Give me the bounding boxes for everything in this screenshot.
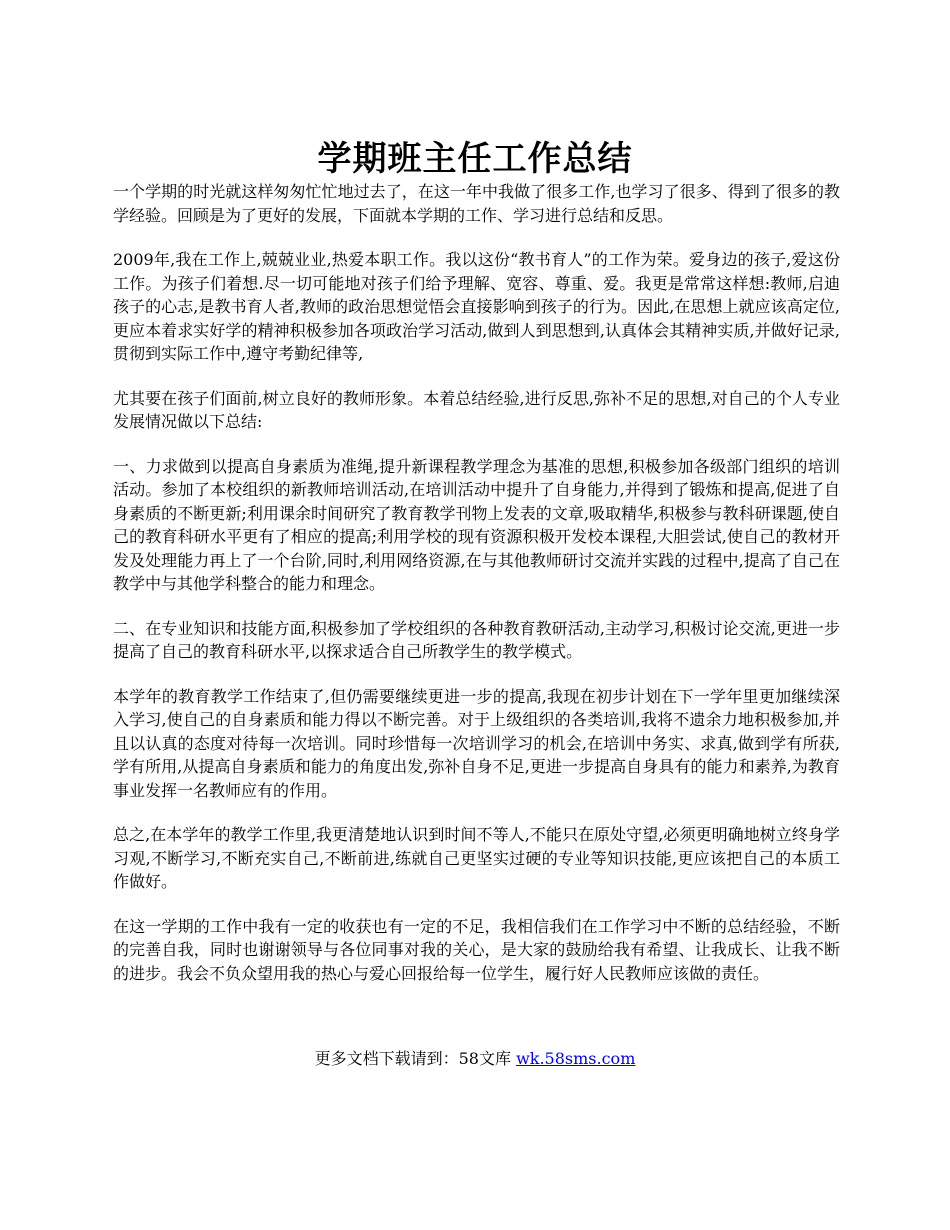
paragraph-intro: 一个学期的时光就这样匆匆忙忙地过去了，在这一年中我做了很多工作,也学习了很多、得到了很多的教学经验。回顾是为了更好的发展，下面就本学期的工作、学习进行总结和反思。 (113, 182, 840, 225)
footer-text: 更多文档下载请到：58文库 (314, 1049, 517, 1068)
footer (0, 1047, 950, 1071)
paragraph-closing: 在这一学期的工作中我有一定的收获也有一定的不足，我相信我们在工作学习中不断的总结经验，不断的完善自我，同时也谢谢领导与各位同事对我的关心，是大家的鼓励给我有希望、让我成长、让我不断的进步。我会不负众望用我的热心与爱心回报给每一位学生，履行好人民教师应该做的责任。 (113, 916, 840, 983)
footer-link[interactable]: wk.58sms.com (516, 1049, 636, 1068)
paragraph-next-plan: 本学年的教育教学工作结束了,但仍需要继续更进一步的提高,我现在初步计划在下一学年里更加继续深入学习,使自己的自身素质和能力得以不断完善。对于上级组织的各类培训,我将不遗余力地积极参加,并且以认真的态度对待每一次培训。同时珍惜每一次培训学习的机会,在培训中务实、求真,做到学有所获,学有所用,从提高自身素质和能力的角度出发,弥补自身不足,更进一步提高自身具有的能力和素养,为教育事业发挥一名教师应有的作用。 (113, 686, 840, 800)
document-title: 学期班主任工作总结 (317, 138, 633, 179)
paragraph-summary: 总之,在本学年的教学工作里,我更清楚地认识到时间不等人,不能只在原处守望,必须更明确地树立终身学习观,不断学习,不断充实自己,不断前进,练就自己更坚实过硬的专业等知识技能,更应该把自己的本质工作做好。 (113, 825, 840, 891)
paragraph-point-two: 二、在专业知识和技能方面,积极参加了学校组织的各种教育教研活动,主动学习,积极讨论交流,更进一步提高了自己的教育科研水平,以探求适合自己所教学生的教学模式。 (113, 618, 840, 661)
paragraph-teacher-image: 尤其要在孩子们面前,树立良好的教师形象。本着总结经验,进行反思,弥补不足的思想,对自己的个人专业发展情况做以下总结: (113, 388, 840, 431)
paragraph-point-one: 一、力求做到以提高自身素质为准绳,提升新课程教学理念为基准的思想,积极参加各级部门组织的培训活动。参加了本校组织的新教师培训活动,在培训活动中提升了自身能力,并得到了锻炼和提高,促进了自身素质的不断更新;利用课余时间研究了教育教学刊物上发表的文章,吸取精华,积极参与教科研课题,使自己的教育科研水平更有了相应的提高;利用学校的现有资源积极开发校本课程,大胆尝试,使自己的教材开发及处理能力再上了一个台阶,同时,利用网络资源,在与其他教师研讨交流并实践的过程中,提高了自己在教学中与其他学科整合的能力和理念。 (113, 456, 840, 593)
document-body (113, 180, 840, 1006)
paragraph-work-attitude: 2009年,我在工作上,兢兢业业,热爱本职工作。我以这份“教书育人”的工作为荣。爱身边的孩子,爱这份工作。为孩子们着想.尽一切可能地对孩子们给予理解、宽容、尊重、爱。我更是常常这样想:教师,启迪孩子的心志,是教书育人者,教师的政治思想觉悟会直接影响到孩子的行为。因此,在思想上就应该高定位,更应本着求实好学的精神积极参加各项政治学习活动,做到人到思想到,认真体会其精神实质,并做好记录,贯彻到实际工作中,遵守考勤纪律等, (113, 250, 840, 363)
